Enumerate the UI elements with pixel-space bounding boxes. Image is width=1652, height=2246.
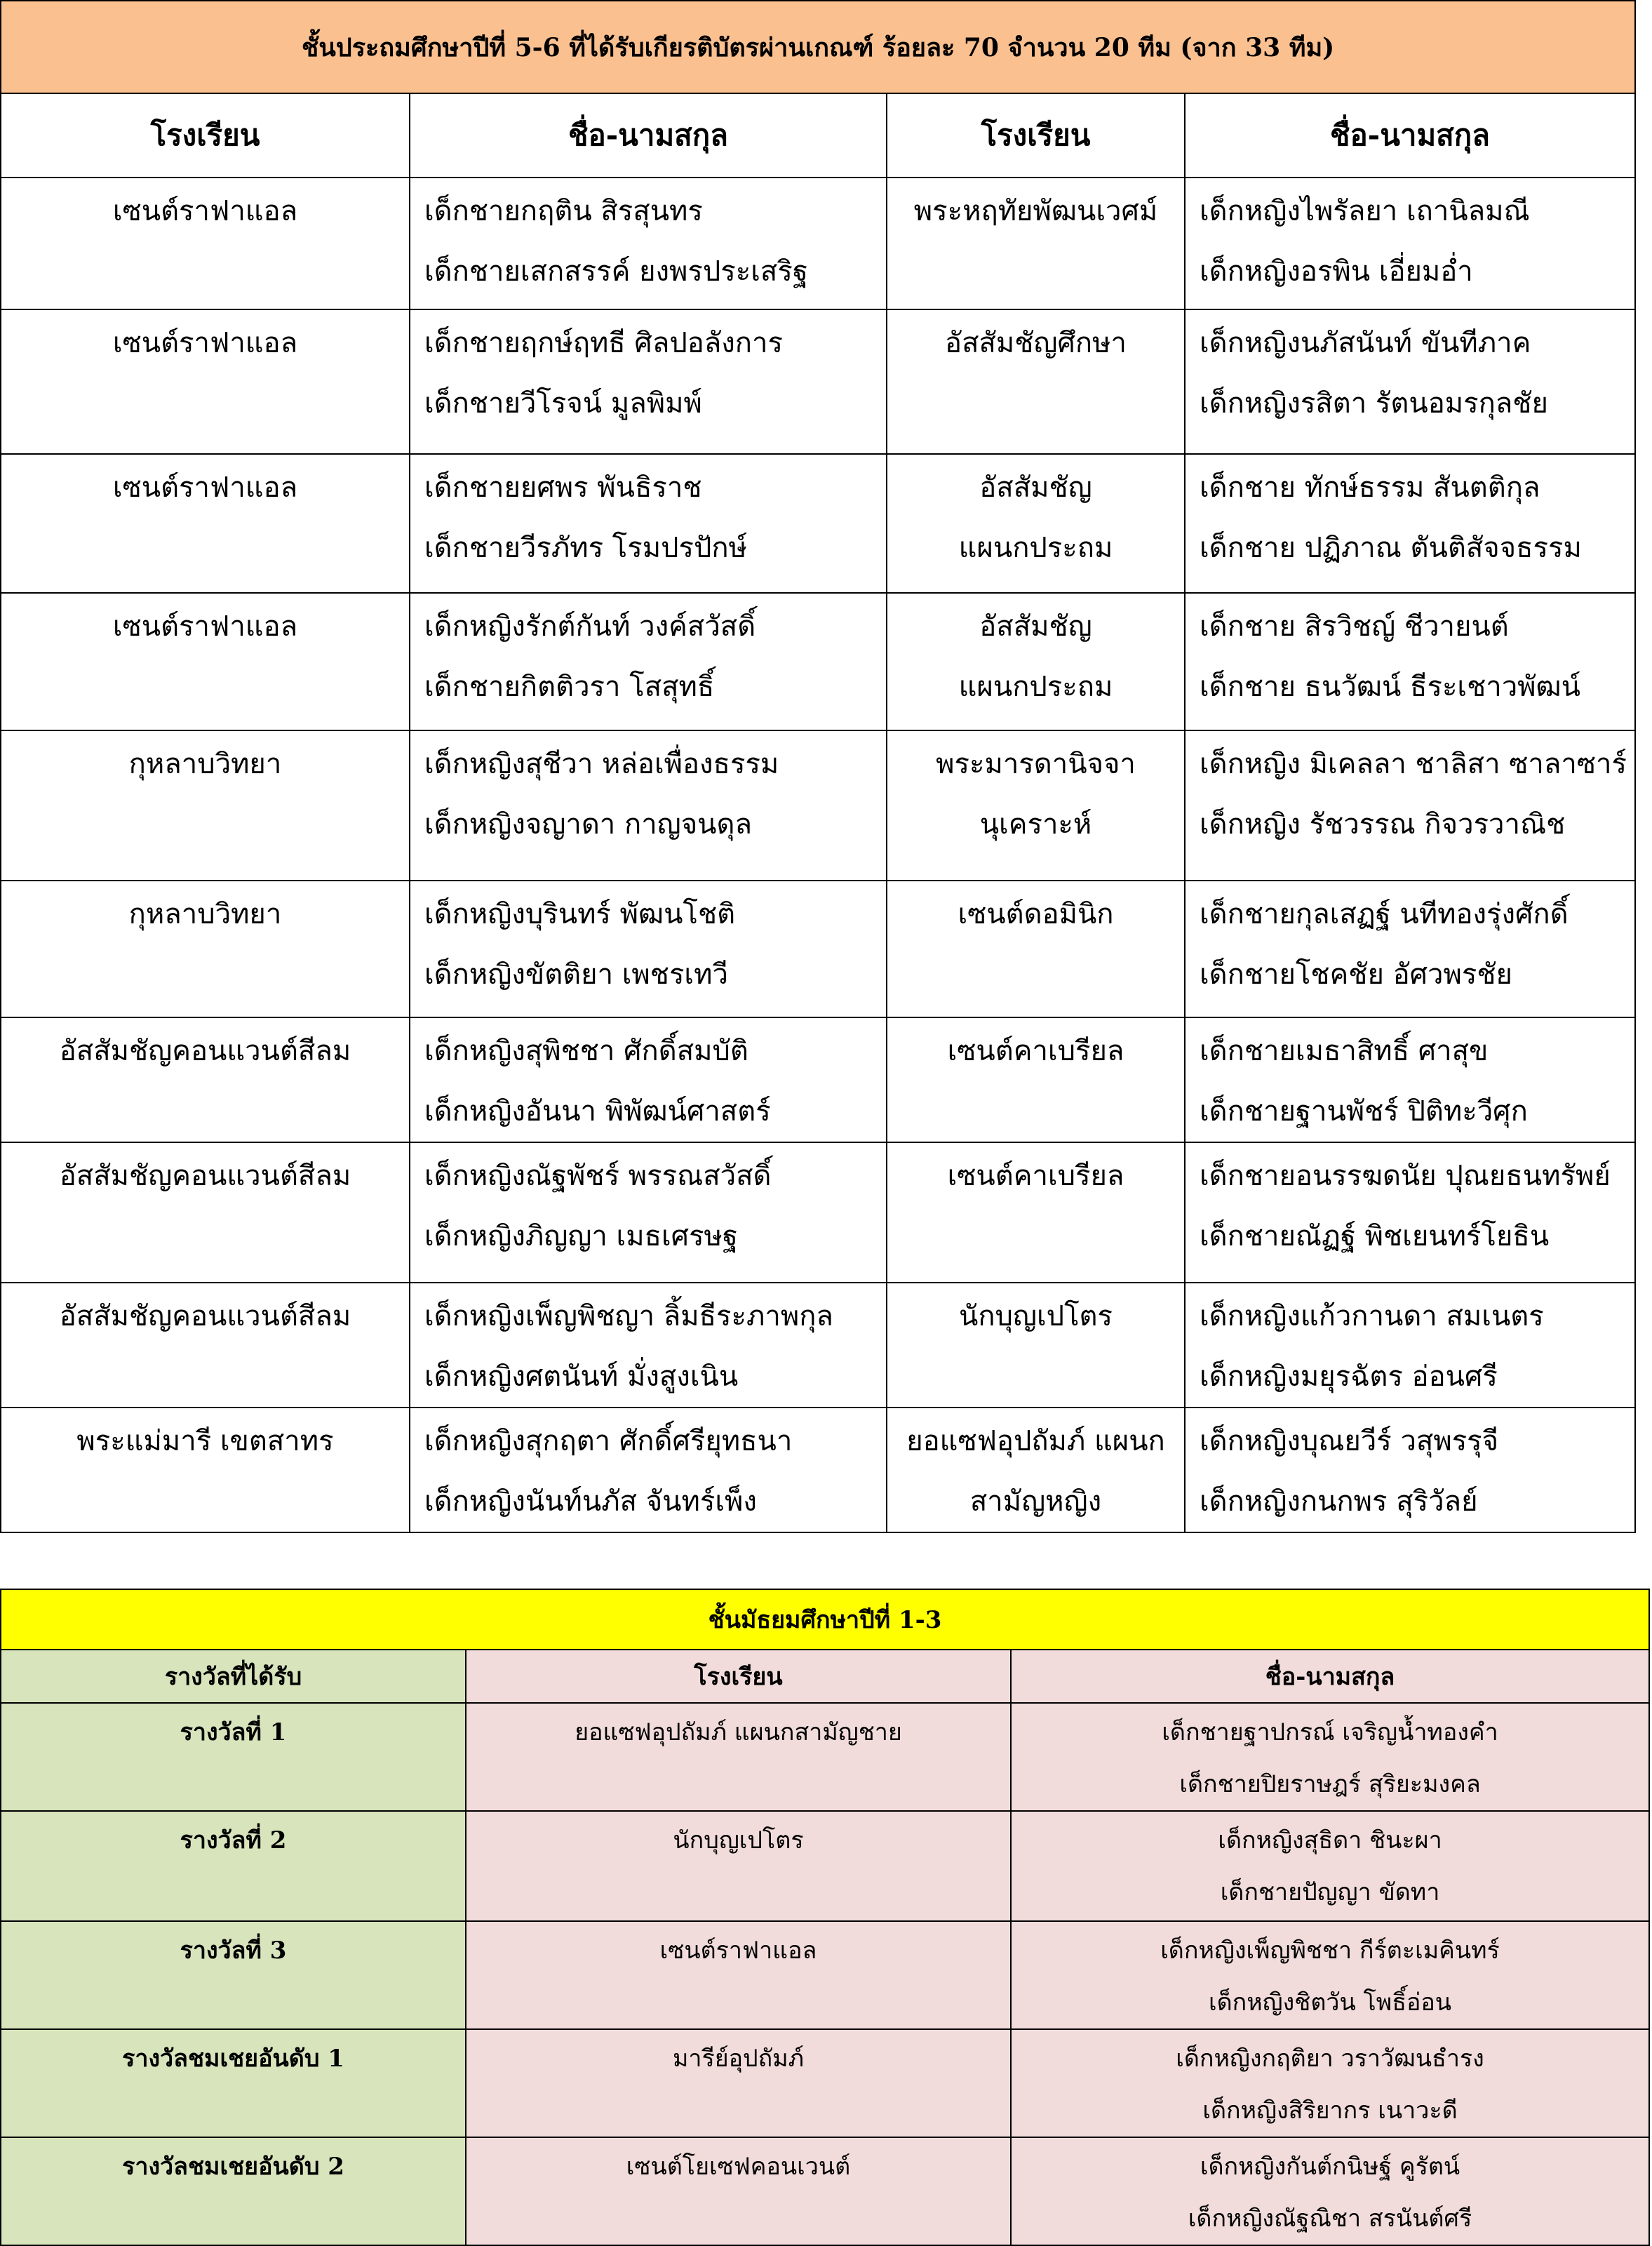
- school-left: [1, 593, 410, 730]
- names-cell: [1011, 1921, 1649, 2029]
- school-right-line: อัสสัมชัญ: [979, 610, 1092, 643]
- names-right-line: เด็กชาย ทักษ์ธรรม สันตติกุล: [1200, 472, 1540, 504]
- award-cell: รางวัลที่ 1: [1, 1703, 466, 1811]
- school-left-line: เซนต์ราฟาแอล: [112, 327, 298, 359]
- school-cell: เซนต์ราฟาแอล: [466, 1921, 1011, 2029]
- names-left-line: เด็กชายกิตติวรา โสสุทธิ์: [424, 671, 715, 703]
- names-left-line: เด็กหญิงอันนา พิพัฒน์ศาสตร์: [424, 1095, 771, 1128]
- names-right-line: เด็กชายณัฏฐ์ พิชเยนทร์โยธิน: [1200, 1220, 1550, 1252]
- names-right: [1185, 730, 1635, 881]
- names-right-line: เด็กชายเมธาสิทธิ์ ศาสุข: [1200, 1035, 1489, 1067]
- school-cell: ยอแซฟอุปถัมภ์ แผนกสามัญชาย: [466, 1703, 1011, 1811]
- school-right: [887, 1283, 1185, 1408]
- header-school-left: โรงเรียน: [1, 93, 410, 178]
- primary-table-body: [1, 178, 1635, 1532]
- award-cell: รางวัลที่ 2: [1, 1811, 466, 1921]
- names-right: [1185, 881, 1635, 1017]
- award-cell: รางวัลชมเชยอันดับ 2: [1, 2137, 466, 2245]
- names-left-line: เด็กหญิงบุรินทร์ พัฒนโชติ: [424, 898, 736, 930]
- school-right: [887, 454, 1185, 593]
- names-cell-line: เด็กหญิงชิตวัน โพธิ์อ่อน: [1208, 1988, 1452, 2017]
- school-left: [1, 1017, 410, 1142]
- header-names: ชื่อ-นามสกุล: [1011, 1650, 1649, 1703]
- names-right: [1185, 593, 1635, 730]
- school-right-line: อัสสัมชัญ: [979, 472, 1092, 504]
- secondary-row: [1, 2137, 1649, 2245]
- names-left-line: เด็กหญิงภิญญา เมธเศรษฐ: [424, 1220, 738, 1252]
- primary-row: [1, 454, 1635, 593]
- primary-row: [1, 881, 1635, 1017]
- school-right: [887, 730, 1185, 881]
- header-award: รางวัลที่ได้รับ: [1, 1650, 466, 1703]
- school-left-line: พระแม่มารี เขตสาทร: [76, 1425, 334, 1457]
- primary-row: [1, 1017, 1635, 1142]
- school-left-line: อัสสัมชัญคอนแวนต์สีลม: [59, 1035, 351, 1067]
- school-right-line: นักบุญเปโตร: [958, 1300, 1113, 1332]
- school-cell: เซนต์โยเซฟคอนเวนต์: [466, 2137, 1011, 2245]
- names-left-line: เด็กหญิงนันท์นภัส จันทร์เพ็ง: [424, 1485, 757, 1518]
- names-right-line: เด็กหญิงนภัสนันท์ ขันทีภาค: [1200, 327, 1531, 359]
- secondary-row: [1, 1703, 1649, 1811]
- school-right: [887, 178, 1185, 309]
- school-left-line: กุหลาบวิทยา: [128, 748, 282, 780]
- names-cell: [1011, 1811, 1649, 1921]
- names-left: [410, 454, 887, 593]
- names-right: [1185, 1408, 1635, 1532]
- names-left-line: เด็กหญิงณัฐพัชร์ พรรณสวัสดิ์: [424, 1160, 772, 1192]
- school-right-line: เซนต์คาเบรียล: [947, 1035, 1124, 1067]
- secondary-header-row: [1, 1650, 1649, 1703]
- school-right-line: แผนกประถม: [958, 671, 1113, 703]
- names-right-line: เด็กชายอนรรฆดนัย ปุณยธนทรัพย์: [1200, 1160, 1611, 1192]
- primary-title-row: [1, 1, 1635, 93]
- primary-row: [1, 730, 1635, 881]
- names-cell-line: เด็กหญิงณัฐณิชา สรนันต์ศรี: [1188, 2205, 1472, 2233]
- school-left: [1, 309, 410, 454]
- school-right-line: พระหฤทัยพัฒนเวศม์: [913, 195, 1158, 227]
- names-cell-line: เด็กชายฐาปกรณ์ เจริญน้ำทองคำ: [1162, 1718, 1498, 1746]
- names-right-line: เด็กหญิง มิเคลลา ชาลิสา ซาลาซาร์: [1200, 748, 1627, 780]
- names-left: [410, 881, 887, 1017]
- names-left: [410, 730, 887, 881]
- names-left: [410, 1283, 887, 1408]
- secondary-table-body: [1, 1703, 1649, 2245]
- names-cell-line: เด็กหญิงสิริยากร เนาวะดี: [1202, 2097, 1458, 2125]
- names-left-line: เด็กหญิงศตนันท์ มั่งสูงเนิน: [424, 1361, 739, 1393]
- school-cell: นักบุญเปโตร: [466, 1811, 1011, 1921]
- award-cell: รางวัลชมเชยอันดับ 1: [1, 2029, 466, 2137]
- primary-row: [1, 1283, 1635, 1408]
- school-right-line: ยอแซฟอุปถัมภ์ แผนก: [906, 1425, 1165, 1457]
- names-left: [410, 178, 887, 309]
- school-right-line: เซนต์คาเบรียล: [947, 1160, 1124, 1192]
- names-right-line: เด็กหญิงอรพิน เอี่ยมอ่ำ: [1200, 255, 1473, 288]
- names-cell-line: เด็กชายปิยราษฎร์ สุริยะมงคล: [1179, 1770, 1481, 1798]
- school-left-line: อัสสัมชัญคอนแวนต์สีลม: [59, 1160, 351, 1192]
- names-cell: [1011, 2137, 1649, 2245]
- names-cell-line: เด็กหญิงกันต์กนิษฐ์ คูรัตน์: [1200, 2153, 1460, 2181]
- header-school: โรงเรียน: [466, 1650, 1011, 1703]
- names-cell-line: เด็กหญิงเพ็ญพิชชา กีร์ตะเมคินทร์: [1160, 1937, 1500, 1965]
- school-right: [887, 1017, 1185, 1142]
- secondary-title: ชั้นมัธยมศึกษาปีที่ 1-3: [1, 1589, 1649, 1650]
- names-right-line: เด็กชาย สิรวิชญ์ ชีวายนต์: [1200, 610, 1509, 643]
- names-cell: [1011, 2029, 1649, 2137]
- names-left-line: เด็กหญิงรักต์กันท์ วงค์สวัสดิ์: [424, 610, 756, 643]
- names-right: [1185, 1142, 1635, 1283]
- school-left-line: เซนต์ราฟาแอล: [112, 195, 298, 227]
- school-right-line: เซนต์ดอมินิก: [958, 898, 1114, 930]
- school-left-line: เซนต์ราฟาแอล: [112, 610, 298, 643]
- names-left-line: เด็กชายกฤติน สิรสุนทร: [424, 195, 703, 227]
- primary-title: ชั้นประถมศึกษาปีที่ 5-6 ที่ได้รับเกียรติบัตรผ่านเกณฑ์ ร้อยละ 70 จำนวน 20 ทีม (จาก 33 ทีม): [1, 1, 1635, 93]
- school-right: [887, 1142, 1185, 1283]
- names-left-line: เด็กหญิงเพ็ญพิชญา ลิ้มธีระภาพกุล: [424, 1300, 833, 1332]
- school-left: [1, 1283, 410, 1408]
- school-left: [1, 454, 410, 593]
- award-cell: รางวัลที่ 3: [1, 1921, 466, 2029]
- names-cell-line: เด็กชายปัญญา ขัดทา: [1220, 1878, 1440, 1906]
- names-left-line: เด็กชายวีรภัทร โรมปรปักษ์: [424, 532, 747, 564]
- school-left-line: อัสสัมชัญคอนแวนต์สีลม: [59, 1300, 351, 1332]
- names-right-line: เด็กหญิงไพรัลยา เถานิลมณี: [1200, 195, 1530, 227]
- primary-row: [1, 593, 1635, 730]
- names-left-line: เด็กหญิงสุกฤตา ศักดิ์ศรียุทธนา: [424, 1425, 793, 1457]
- names-right-line: เด็กหญิงมยุรฉัตร อ่อนศรี: [1200, 1361, 1498, 1393]
- primary-row: [1, 1408, 1635, 1532]
- school-right-line: อัสสัมชัญศึกษา: [945, 327, 1127, 359]
- header-school-right: โรงเรียน: [887, 93, 1185, 178]
- primary-row: [1, 1142, 1635, 1283]
- names-right: [1185, 454, 1635, 593]
- names-left-line: เด็กหญิงจญาดา กาญจนดุล: [424, 808, 753, 841]
- secondary-row: [1, 2029, 1649, 2137]
- school-right: [887, 593, 1185, 730]
- school-right-line: นุเคราะห์: [979, 808, 1092, 841]
- names-cell-line: เด็กหญิงกฤติยา วราวัฒนธำรง: [1176, 2045, 1484, 2073]
- header-names-left: ชื่อ-นามสกุล: [410, 93, 887, 178]
- names-left-line: เด็กชายยศพร พันธิราช: [424, 472, 702, 504]
- school-right-line: แผนกประถม: [958, 532, 1113, 564]
- names-left: [410, 593, 887, 730]
- names-right: [1185, 1283, 1635, 1408]
- secondary-row: [1, 1811, 1649, 1921]
- school-left: [1, 1142, 410, 1283]
- names-left-line: เด็กหญิงสุชีวา หล่อเพื่องธรรม: [424, 748, 779, 780]
- secondary-results-table: [0, 1589, 1650, 2246]
- school-right-line: พระมารดานิจจา: [936, 748, 1136, 780]
- names-cell: [1011, 1703, 1649, 1811]
- names-right-line: เด็กหญิง รัชวรรณ กิจวรวาณิช: [1200, 808, 1566, 841]
- primary-header-row: [1, 93, 1635, 178]
- school-left: [1, 730, 410, 881]
- secondary-title-row: [1, 1589, 1649, 1650]
- names-left-line: เด็กหญิงขัตติยา เพชรเทวี: [424, 958, 728, 991]
- names-left: [410, 1142, 887, 1283]
- names-left-line: เด็กชายวีโรจน์ มูลพิมพ์: [424, 387, 702, 420]
- names-left-line: เด็กหญิงสุพิชชา ศักดิ์สมบัติ: [424, 1035, 748, 1067]
- school-right: [887, 1408, 1185, 1532]
- school-left: [1, 178, 410, 309]
- school-left-line: เซนต์ราฟาแอล: [112, 472, 298, 504]
- names-right-line: เด็กชาย ธนวัฒน์ ธีระเชาวพัฒน์: [1200, 671, 1581, 703]
- names-left-line: เด็กชายเสกสรรค์ ยงพรประเสริฐ: [424, 255, 808, 288]
- names-left: [410, 1408, 887, 1532]
- names-right-line: เด็กหญิงรสิตา รัตนอมรกุลชัย: [1200, 387, 1548, 420]
- primary-row: [1, 309, 1635, 454]
- names-cell-line: เด็กหญิงสุธิดา ชินะผา: [1218, 1826, 1442, 1854]
- names-right-line: เด็กชายโชคชัย อัศวพรชัย: [1200, 958, 1512, 991]
- names-left: [410, 1017, 887, 1142]
- school-right: [887, 309, 1185, 454]
- names-right: [1185, 178, 1635, 309]
- header-names-right: ชื่อ-นามสกุล: [1185, 93, 1635, 178]
- names-left: [410, 309, 887, 454]
- school-left: [1, 1408, 410, 1532]
- names-right-line: เด็กชายฐานพัชร์ ปิติทะวีศุก: [1200, 1095, 1528, 1128]
- secondary-row: [1, 1921, 1649, 2029]
- names-right-line: เด็กชายกุลเสฏฐ์ นทีทองรุ่งศักดิ์: [1200, 898, 1569, 930]
- school-right-line: สามัญหญิง: [969, 1485, 1102, 1518]
- school-cell: มารีย์อุปถัมภ์: [466, 2029, 1011, 2137]
- names-right: [1185, 309, 1635, 454]
- primary-row: [1, 178, 1635, 309]
- names-right-line: เด็กหญิงแก้วกานดา สมเนตร: [1200, 1300, 1544, 1332]
- school-right: [887, 881, 1185, 1017]
- names-right: [1185, 1017, 1635, 1142]
- names-right-line: เด็กหญิงกนกพร สุริวัลย์: [1200, 1485, 1478, 1518]
- school-left-line: กุหลาบวิทยา: [128, 898, 282, 930]
- names-right-line: เด็กชาย ปฏิภาณ ตันติสัจจธรรม: [1200, 532, 1582, 564]
- school-left: [1, 881, 410, 1017]
- names-left-line: เด็กชายฤกษ์ฤทธี ศิลปอลังการ: [424, 327, 783, 359]
- names-right-line: เด็กหญิงบุณยวีร์ วสุพรรุจี: [1200, 1425, 1499, 1457]
